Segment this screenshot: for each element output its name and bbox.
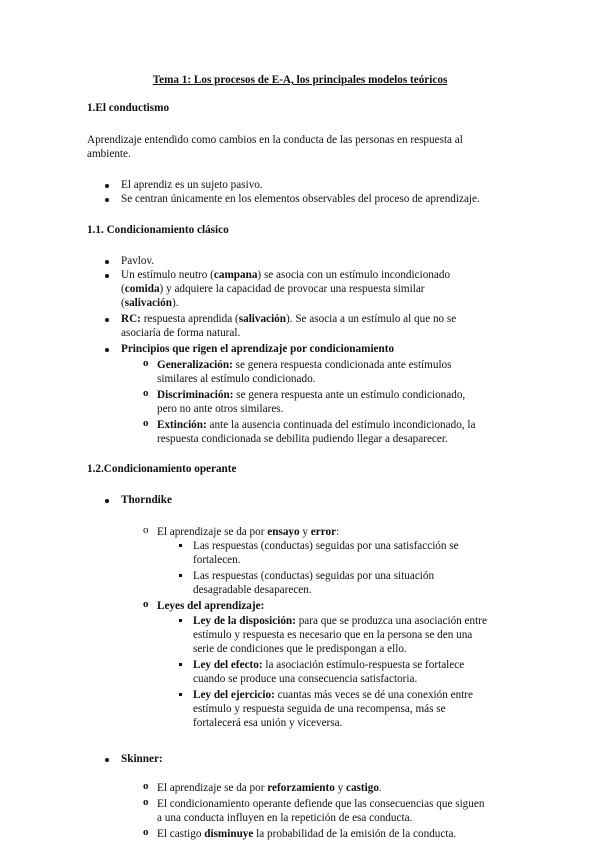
sub-item-continued: similares al estímulo condicionado. (157, 373, 316, 385)
list-item: Un estímulo neutro (campana) se asocia con un estímulo incondicionado (121, 269, 451, 281)
sub-item-leyes: Leyes del aprendizaje: (157, 600, 265, 612)
bullet-dot (105, 274, 109, 278)
bullet-dot (105, 184, 109, 188)
square-bullet (179, 663, 182, 666)
bullet-dot (105, 260, 109, 264)
heading-conductismo: 1.El conductismo (87, 102, 170, 114)
sub-item: El castigo disminuye la probabilidad de la emisión de la conducta. (157, 828, 457, 840)
sub-item-continued: respuesta condicionada se debilita pudiendo llegar a desaparecer. (157, 433, 448, 445)
sub-sub-item: Ley del efecto: la asociación estímulo-respuesta se fortalece (193, 659, 465, 671)
sub-sub-item-continued: estímulo y respuesta seguida de una recompensa, más se (193, 703, 446, 715)
sub-bullet-o: o (143, 780, 149, 792)
sub-item: El aprendizaje se da por reforzamiento y castigo. (157, 782, 382, 794)
sub-sub-item: Las respuestas (conductas) seguidas por una satisfacción se (193, 540, 459, 552)
list-item-thorndike: Thorndike (121, 494, 172, 506)
sub-bullet-o: o (143, 598, 149, 610)
list-item: Principios que rigen el aprendizaje por condicionamiento (121, 343, 395, 355)
intro-line-1: Aprendizaje entendido como cambios en la conducta de las personas en respuesta al (87, 134, 463, 146)
list-item-continued: (comida) y adquiere la capacidad de provocar una respuesta similar (121, 283, 425, 295)
list-item-continued: asociaría de forma natural. (121, 327, 241, 339)
sub-item: El aprendizaje se da por ensayo y error: (157, 526, 340, 538)
sub-item-continued: pero no ante otros similares. (157, 403, 284, 415)
list-item-continued: (salivación). (121, 297, 179, 309)
sub-bullet-o: o (143, 796, 149, 808)
intro-line-2: ambiente. (87, 148, 131, 160)
sub-item: Extinción: ante la ausencia continuada del estímulo incondicionado, la (157, 419, 476, 431)
sub-bullet-o: o (143, 357, 149, 369)
sub-item-continued: a una conducta influyen en la repetición de esa conducta. (157, 812, 413, 824)
page-title: Tema 1: Los procesos de E-A, los principales modelos teóricos (152, 74, 448, 86)
sub-sub-item: Ley de la disposición: para que se produzca una asociación entre (193, 615, 487, 627)
bullet-dot (105, 348, 109, 352)
heading-condicionamiento-operante: 1.2.Condicionamiento operante (87, 463, 237, 475)
square-bullet (179, 693, 182, 696)
sub-sub-item-continued: desagradable desaparecen. (193, 584, 312, 596)
sub-sub-item-continued: fortalecerá esa unión y viceversa. (193, 717, 343, 729)
bullet-dot (105, 318, 109, 322)
sub-item: Discriminación: se genera respuesta ante un estímulo condicionado, (157, 389, 466, 401)
sub-bullet-o: o (143, 387, 149, 399)
bullet-dot (105, 499, 109, 503)
list-item: Pavlov. (121, 255, 155, 267)
sub-sub-item: Las respuestas (conductas) seguidas por una situación (193, 570, 435, 582)
list-item-skinner: Skinner: (121, 753, 163, 765)
square-bullet (179, 574, 182, 577)
sub-sub-item-continued: serie de condiciones que le predispongan a ello. (193, 643, 407, 655)
sub-bullet-o: o (143, 826, 149, 838)
bullet-dot (105, 198, 109, 202)
heading-condicionamiento-clasico: 1.1. Condicionamiento clásico (87, 224, 229, 236)
sub-item: El condicionamiento operante defiende que las consecuencias que siguen (157, 798, 485, 810)
sub-sub-item-continued: fortalecen. (193, 554, 241, 566)
sub-sub-item: Ley del ejercicio: cuantas más veces se dé una conexión entre (193, 689, 473, 701)
list-item: Se centran únicamente en los elementos observables del proceso de aprendizaje. (121, 193, 480, 205)
square-bullet (179, 619, 182, 622)
sub-bullet-o: o (143, 417, 149, 429)
sub-sub-item-continued: estímulo y respuesta es necesario que en la persona se den una (193, 629, 473, 641)
sub-sub-item-continued: cuando se produce una consecuencia satisfactoria. (193, 673, 418, 685)
list-item: RC: respuesta aprendida (salivación). Se asocia a un estímulo al que no se (121, 313, 457, 325)
sub-item: Generalización: se genera respuesta condicionada ante estímulos (157, 359, 452, 371)
sub-bullet-o: o (143, 524, 149, 536)
bullet-dot (105, 758, 109, 762)
square-bullet (179, 544, 182, 547)
list-item: El aprendiz es un sujeto pasivo. (121, 179, 263, 191)
